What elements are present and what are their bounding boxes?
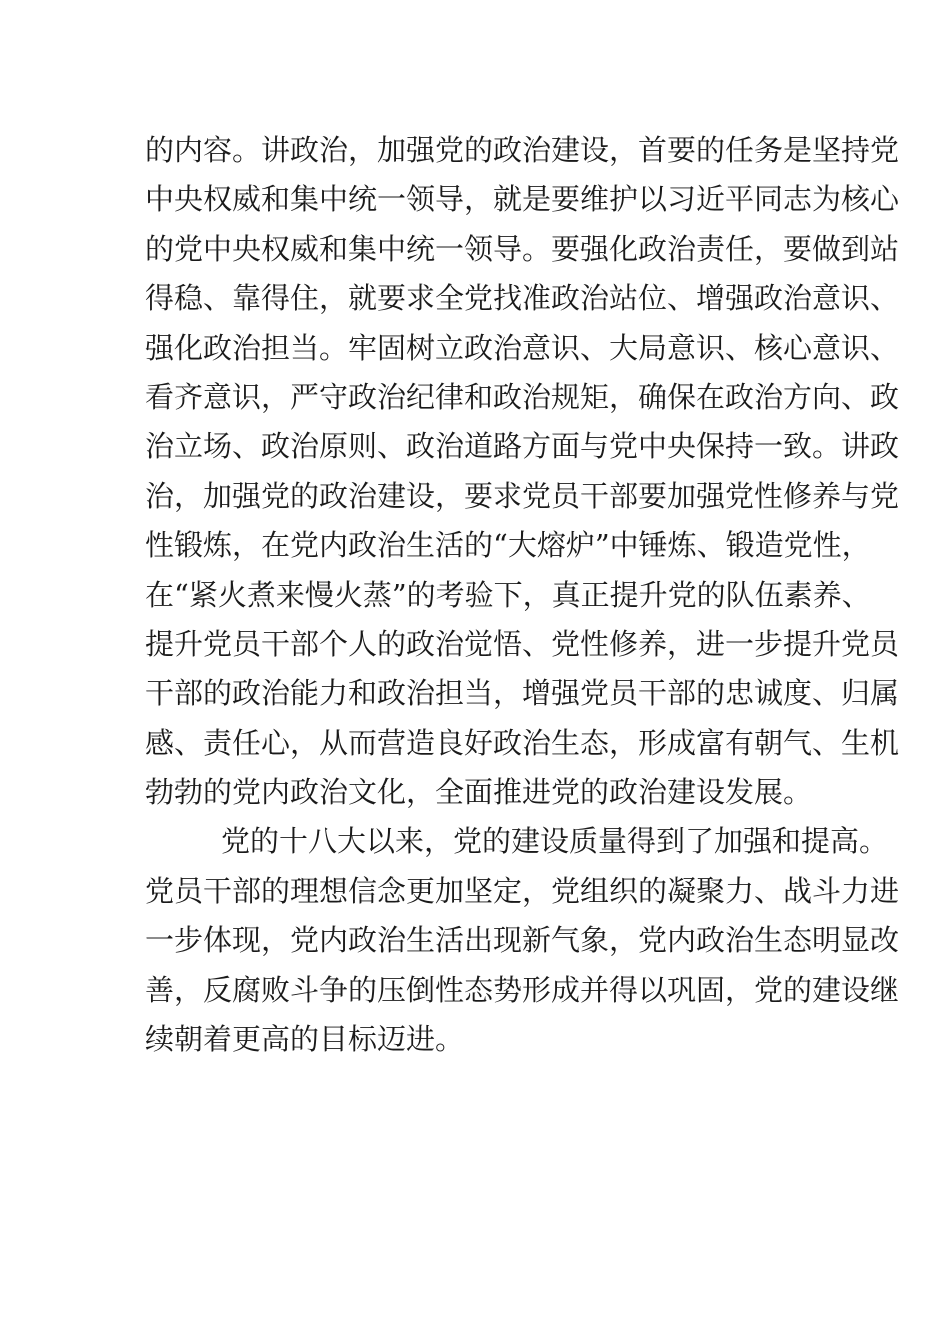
text-line: 的内容。讲政治，加强党的政治建设，首要的任务是坚持党: [145, 133, 900, 167]
text-line: 党的十八大以来，党的建设质量得到了加强和提高。: [221, 824, 889, 859]
text-line: 性锻炼，在党内政治生活的“大熔炉”中锤炼、锻造党性，: [145, 528, 871, 563]
text-line: 党员干部的理想信念更加坚定，党组织的凝聚力、战斗力进: [145, 873, 900, 908]
text-line: 治立场、政治原则、政治道路方面与党中央保持一致。讲政: [145, 429, 900, 464]
text-line: 提升党员干部个人的政治觉悟、党性修养，进一步提升党员: [145, 626, 900, 661]
text-line: 感、责任心，从而营造良好政治生态，形成富有朝气、生机: [145, 725, 900, 760]
text-line: 勃勃的党内政治文化，全面推进党的政治建设发展。: [145, 775, 813, 810]
text-line: 一步体现，党内政治生活出现新气象，党内政治生态明显改: [145, 923, 900, 958]
paragraph-1: [145, 126, 900, 817]
text-line: 看齐意识，严守政治纪律和政治规矩，确保在政治方向、政: [145, 379, 900, 414]
text-line: 干部的政治能力和政治担当，增强党员干部的忠诚度、归属: [145, 676, 900, 711]
body-text: [145, 126, 900, 1064]
text-line: 在“紧火煮来慢火蒸”的考验下，真正提升党的队伍素养、: [145, 577, 871, 612]
text-line: 的党中央权威和集中统一领导。要强化政治责任，要做到站: [145, 231, 900, 266]
paragraph-2: [145, 817, 900, 1064]
text-line: 治，加强党的政治建设，要求党员干部要加强党性修养与党: [145, 478, 900, 513]
text-line: 善，反腐败斗争的压倒性态势形成并得以巩固，党的建设继: [145, 972, 900, 1007]
text-line: 中央权威和集中统一领导，就是要维护以习近平同志为核心: [145, 182, 900, 217]
text-line: 强化政治担当。牢固树立政治意识、大局意识、核心意识、: [145, 330, 900, 365]
text-line: 续朝着更高的目标迈进。: [145, 1022, 465, 1057]
text-line: 得稳、靠得住，就要求全党找准政治站位、增强政治意识、: [145, 281, 900, 316]
